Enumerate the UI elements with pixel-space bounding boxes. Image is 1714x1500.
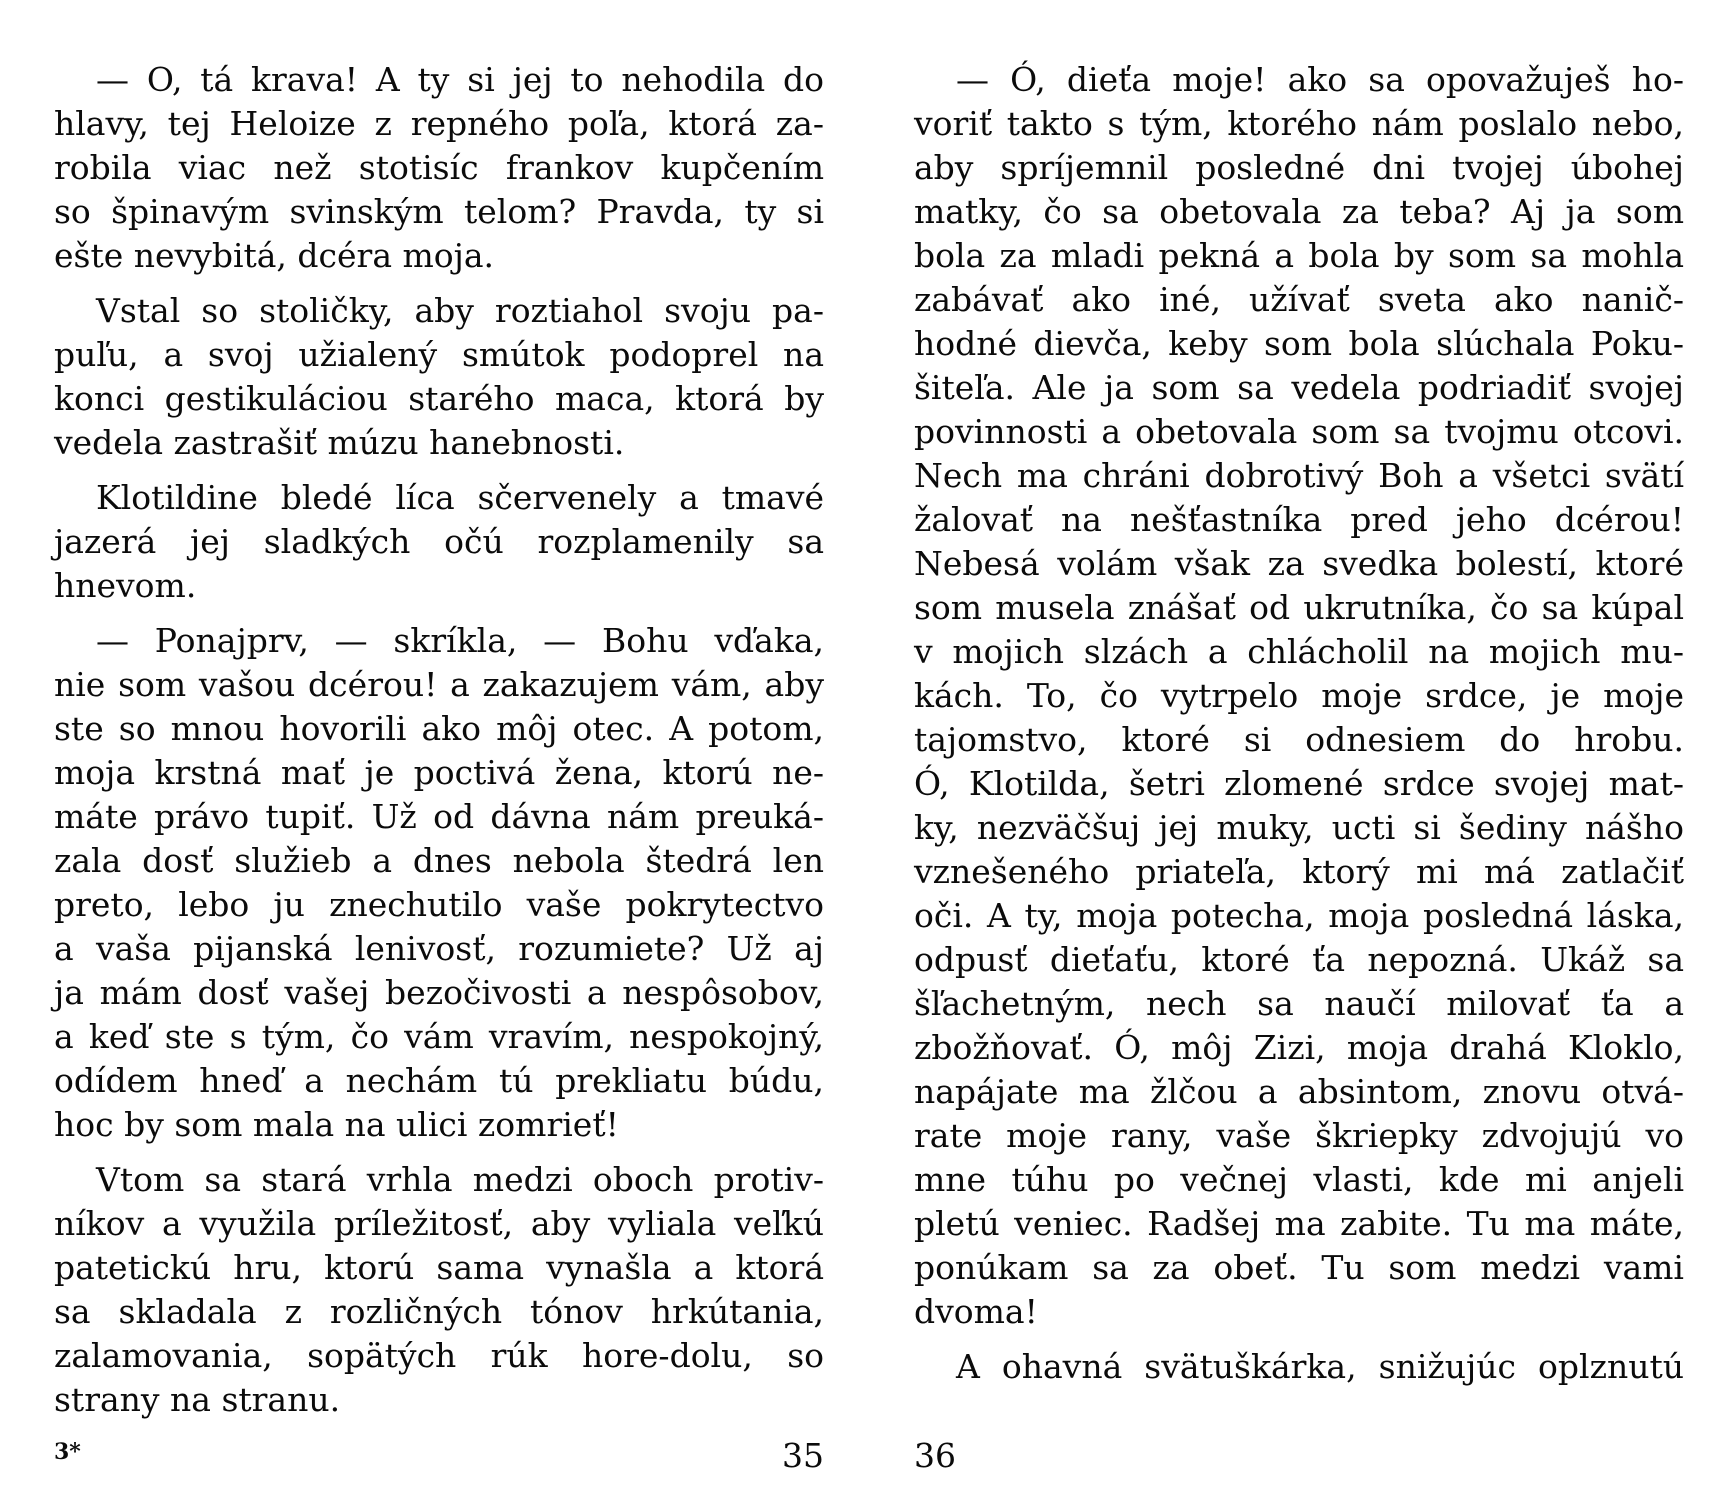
text-line: moja krstná mať je poctivá žena, ktorú ne- bbox=[54, 753, 824, 792]
text-line: ky, nezväčšuj jej muky, ucti si šediny nášho bbox=[914, 808, 1684, 847]
text-line: rate moje rany, vaše škriepky zdvojujú vo bbox=[914, 1116, 1684, 1155]
text-line: mne túhu po večnej vlasti, kde mi anjeli bbox=[914, 1160, 1684, 1199]
text-line: odpusť dieťaťu, ktoré ťa nepozná. Ukáž sa bbox=[914, 940, 1684, 979]
text-line: sa skladala z rozličných tónov hrkútania, bbox=[54, 1292, 824, 1331]
text-line: — Ó, dieťa moje! ako sa opovažuješ ho- bbox=[956, 60, 1684, 99]
text-line: Nebesá volám však za svedka bolestí, ktoré bbox=[914, 544, 1684, 583]
text-line: Nech ma chráni dobrotivý Boh a všetci svätí bbox=[914, 456, 1684, 495]
text-line: dvoma! bbox=[914, 1292, 1038, 1331]
text-line: so špinavým svinským telom? Pravda, ty si bbox=[54, 192, 824, 231]
text-line: napájate ma žlčou a absintom, znovu otvá- bbox=[914, 1072, 1684, 1111]
text-line: Vstal so stoličky, aby roztiahol svoju pa- bbox=[96, 291, 824, 330]
right-page bbox=[914, 0, 1684, 1500]
text-line: máte právo tupiť. Už od dávna nám preuká- bbox=[54, 797, 824, 836]
text-line: jazerá jej sladkých očú rozplamenily sa bbox=[54, 522, 824, 561]
text-line: zabávať ako iné, užívať sveta ako nanič- bbox=[914, 280, 1684, 319]
text-line: kách. To, čo vytrpelo moje srdce, je moje bbox=[914, 676, 1684, 715]
left-page-text bbox=[54, 58, 824, 1422]
right-page-text bbox=[914, 58, 1684, 1389]
text-line: aby spríjemnil posledné dni tvojej úbohej bbox=[914, 148, 1684, 187]
text-line: Vtom sa stará vrhla medzi oboch protiv- bbox=[96, 1160, 824, 1199]
text-line: v mojich slzách a chlácholil na mojich mu- bbox=[914, 632, 1684, 671]
page-number: 35 bbox=[782, 1436, 824, 1475]
text-line: ja mám dosť vašej bezočivosti a nespôsobov, bbox=[54, 973, 824, 1012]
text-line: matky, čo sa obetovala za teba? Aj ja som bbox=[914, 192, 1684, 231]
text-line: preto, lebo ju znechutilo vaše pokrytectvo bbox=[54, 885, 824, 924]
text-line: hodné dievča, keby som bola slúchala Poku- bbox=[914, 324, 1684, 363]
page-number: 36 bbox=[914, 1436, 956, 1475]
text-line: zalamovania, sopätých rúk hore-dolu, so bbox=[54, 1336, 824, 1375]
text-line: a keď ste s tým, čo vám vravím, nespokojný, bbox=[54, 1017, 824, 1056]
left-page bbox=[54, 0, 824, 1500]
text-line: a vaša pijanská lenivosť, rozumiete? Už aj bbox=[54, 929, 824, 968]
text-line: konci gestikuláciou starého maca, ktorá by bbox=[54, 379, 824, 418]
text-line: Ó, Klotilda, šetri zlomené srdce svojej mat- bbox=[914, 764, 1684, 803]
text-line: šiteľa. Ale ja som sa vedela podriadiť svojej bbox=[914, 368, 1684, 407]
text-line: odídem hneď a nechám tú prekliatu búdu, bbox=[54, 1061, 824, 1100]
text-line: vedela zastrašiť múzu hanebnosti. bbox=[54, 423, 625, 462]
text-line: níkov a využila príležitosť, aby vyliala veľkú bbox=[54, 1204, 824, 1243]
text-line: hoc by som mala na ulici zomrieť! bbox=[54, 1105, 619, 1144]
text-line: pletú veniec. Radšej ma zabite. Tu ma máte, bbox=[914, 1204, 1684, 1243]
text-line: — O, tá krava! A ty si jej to nehodila do bbox=[96, 60, 824, 99]
text-line: — Ponajprv, — skríkla, — Bohu vďaka, bbox=[96, 621, 824, 660]
text-line: oči. A ty, moja potecha, moja posledná láska, bbox=[914, 896, 1684, 935]
text-line: zala dosť služieb a dnes nebola štedrá len bbox=[54, 841, 824, 880]
text-line: šľachetným, nech sa naučí milovať ťa a bbox=[914, 984, 1684, 1023]
text-line: puľu, a svoj užialený smútok podoprel na bbox=[54, 335, 824, 374]
signature-mark: 3* bbox=[54, 1439, 81, 1465]
text-line: bola za mladi pekná a bola by som sa mohla bbox=[914, 236, 1684, 275]
text-line: ponúkam sa za obeť. Tu som medzi vami bbox=[914, 1248, 1684, 1287]
text-line: hlavy, tej Heloize z repného poľa, ktorá za- bbox=[54, 104, 824, 143]
text-line: strany na stranu. bbox=[54, 1380, 341, 1419]
text-line: tajomstvo, ktoré si odnesiem do hrobu. bbox=[914, 720, 1684, 759]
text-line: robila viac než stotisíc frankov kupčením bbox=[54, 148, 824, 187]
text-line: ste so mnou hovorili ako môj otec. A potom, bbox=[54, 709, 824, 748]
text-line: nie som vašou dcérou! a zakazujem vám, aby bbox=[54, 665, 824, 704]
text-line: voriť takto s tým, ktorého nám poslalo nebo, bbox=[914, 104, 1684, 143]
text-line: žalovať na nešťastníka pred jeho dcérou! bbox=[914, 500, 1684, 539]
text-line: ešte nevybitá, dcéra moja. bbox=[54, 236, 495, 275]
text-line: povinnosti a obetovala som sa tvojmu otcovi. bbox=[914, 412, 1684, 451]
text-line: zbožňovať. Ó, môj Zizi, moja drahá Kloklo, bbox=[914, 1028, 1684, 1067]
text-line: A ohavná svätuškárka, snižujúc oplznutú bbox=[956, 1347, 1684, 1386]
text-line: Klotildine bledé líca sčervenely a tmavé bbox=[96, 478, 824, 517]
text-line: hnevom. bbox=[54, 566, 197, 605]
text-line: patetickú hru, ktorú sama vynašla a ktorá bbox=[54, 1248, 824, 1287]
text-line: som musela znášať od ukrutníka, čo sa kúpal bbox=[914, 588, 1684, 627]
text-line: vznešeného priateľa, ktorý mi má zatlačiť bbox=[914, 852, 1684, 891]
